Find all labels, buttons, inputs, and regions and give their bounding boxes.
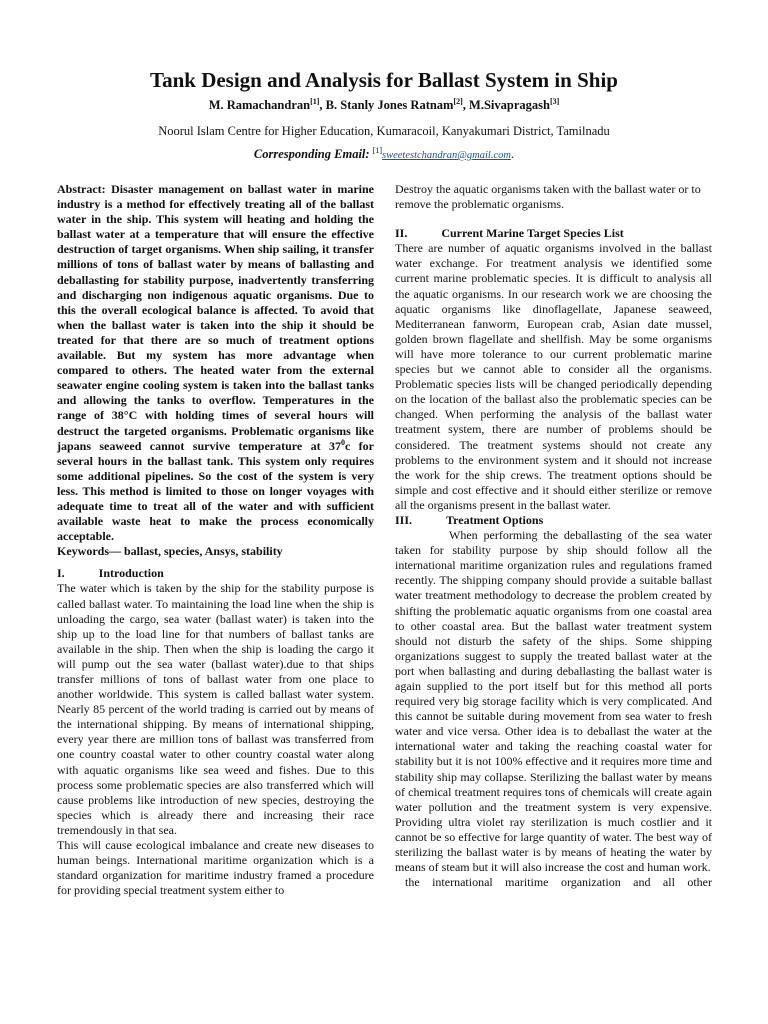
degree-superscript: 0 bbox=[340, 437, 345, 447]
section-heading-target-species bbox=[395, 226, 712, 241]
author-name: M. Ramachandran bbox=[208, 98, 311, 112]
author-separator: , bbox=[319, 98, 326, 112]
species-paragraph: There are number of aquatic organisms involved in the ballast water exchange. For treatment analysis we identified some current marine problematic species. It is difficult to analysis all the aquatic organisms. In our research work we are choosing the aquatic organisms like dinoflagellate, Japanese seaweed, Mediterranean fanworm, European crab, Asian date mussel, golden brown flagellate and shellfish. May be some organisms will have more tolerance to our current problematic marine species but we cannot able to consider all the organisms. Problematic species lists will be changed periodically depending on the location of the ballast also the problematic species can be changed. When performing the analysis of the ballast water treatment system, there are number of problems should be considered. The treatment systems should not create any problems to the environment system and it should not increase the work for the ship crews. The treatment options should be simple and cost effective and it should either sterilize or remove all the organisms present in the ballast water. bbox=[395, 241, 712, 512]
abstract-text-end: c for several hours in the ballast tank. This system only requires some additional pipelines. So the cost of the system is very less. This method is limited to those on longer voyages with adequate time to treat all of the water and with sufficient available waste heat to make the process economically acceptable. bbox=[57, 438, 375, 544]
section-title: Introduction bbox=[98, 566, 164, 581]
continued-paragraph: Destroy the aquatic organisms taken with the ballast water or to remove the problematic organisms. bbox=[395, 182, 701, 212]
intro-paragraph: The water which is taken by the ship for the stability purpose is called ballast water. To maintaining the load line when the ship is unloading the cargo, sea water (ballast water) is taken into the ship up to the load line for that numbers of ballast tanks are available in the ship. Then when the ship is loading the cargo it will pump out the sea water (ballast water).due to that ships transfer millions of tons of ballast water from one place to another worldwide. This system is called ballast water system. Nearly 85 percent of the world trading is carried out by means of the international shipping. By means of international shipping, every year there are million tons of ballast was transferred from one country coastal water to other country coastal water along with aquatic organisms like sea weed and fishes. Due to this process some problematic species are also transferred which will cause problems like introduction of new species, destroying the species which is already there and increasing their race tremendously in that sea. bbox=[57, 581, 374, 837]
right-column bbox=[395, 182, 712, 890]
abstract-text: Abstract: Disaster management on ballast water in marine industry is a method for effectively treating all of the ballast water in the ship. This system will heating and holding the ballast water at a temperature that will ensure the effective destruction of target organisms. When ship sailing, it transfer millions of tons of ballast water by means of ballasting and deballasting for stability purpose, inadvertently transferring and discharging non indigenous aquatic organisms. Due to this the overall ecological balance is affected. To avoid that when the ballast water is taken into the ship it should be treated for that there are so much of treatment options available. But my system has more advantage when compared to others. The heated water from the external seawater engine cooling system is taken into the ballast tanks and allowing the tanks to overflow. Temperatures in the range of 38°C with holding times of several hours will destruct the targeted organisms. Problematic organisms like japans seaweed cannot survive temperature at 37 bbox=[57, 182, 374, 453]
email-link[interactable]: sweetestchandran@gmail.com bbox=[382, 150, 511, 161]
author-mark: [3] bbox=[549, 96, 560, 106]
section-heading-treatment-options bbox=[395, 513, 712, 528]
paper-title: Tank Design and Analysis for Ballast System in Ship bbox=[150, 68, 618, 92]
email-mark: [1] bbox=[372, 145, 383, 155]
treatment-paragraph-last-line: the international maritime organization and all other bbox=[405, 875, 712, 890]
author-name: B. Stanly Jones Ratnam bbox=[325, 98, 454, 112]
left-column bbox=[57, 182, 374, 898]
section-number: II. bbox=[395, 226, 408, 241]
section-title: Current Marine Target Species List bbox=[441, 226, 624, 241]
section-number: III. bbox=[395, 512, 413, 527]
email-label: Corresponding Email: bbox=[253, 147, 373, 161]
author-mark: [2] bbox=[453, 96, 463, 106]
author-mark: [1] bbox=[310, 96, 320, 106]
author-separator: , bbox=[462, 98, 470, 112]
author-name: M.Sivapragash bbox=[469, 98, 550, 112]
email-end: . bbox=[510, 147, 515, 161]
intro-paragraph: This will cause ecological imbalance and create new diseases to human beings. International maritime organization which is a standard organization for maritime industry framed a procedure for providing special treatment system either to bbox=[57, 838, 374, 898]
affiliation: Noorul Islam Centre for Higher Education, Kumaracoil, Kanyakumari District, Tamilnadu bbox=[158, 124, 610, 138]
abstract bbox=[57, 182, 374, 544]
keywords: Keywords— ballast, species, Ansys, stability bbox=[57, 544, 283, 559]
treatment-paragraph: When performing the deballasting of the sea water taken for stability purpose by ship should follow all the international maritime organization rules and regulations framed recently. The shipping company should provide a suitable ballast water treatment methodology to decrease the problem created by shifting the problematic aquatic organisms from one coastal area to other coastal area. But the ballast water treatment system should not disturb the safety of the ships. Some shipping organizations suggest to supply the treated ballast water at the port when ballasting and during deballasting the ballast water is again supplied to the port itself but for this method all ports required very big storage facility which is very complicated. And this cannot be suitable during movement from sea water to fresh water and vice versa. Other idea is to deballast the water at the international water and taking the reaching coastal water for stability but it is not 100% effective and it requires more time and stability ship may collapse. Sterilizing the ballast water by means of chemical treatment requires tons of chemicals will create again water pollution and the treatment system is very expensive. Providing ultra violet ray sterilization is much costlier and it cannot be so effective for large quantity of water. The best way of sterilizing the ballast water is by means of heating the water by means of steam but it will also increase the cost and human work. bbox=[395, 528, 712, 875]
corresponding-email-line bbox=[0, 146, 768, 164]
section-title: Treatment Options bbox=[446, 512, 544, 527]
section-number: I. bbox=[57, 566, 65, 581]
section-heading-introduction bbox=[57, 566, 374, 581]
author-list bbox=[0, 97, 768, 113]
